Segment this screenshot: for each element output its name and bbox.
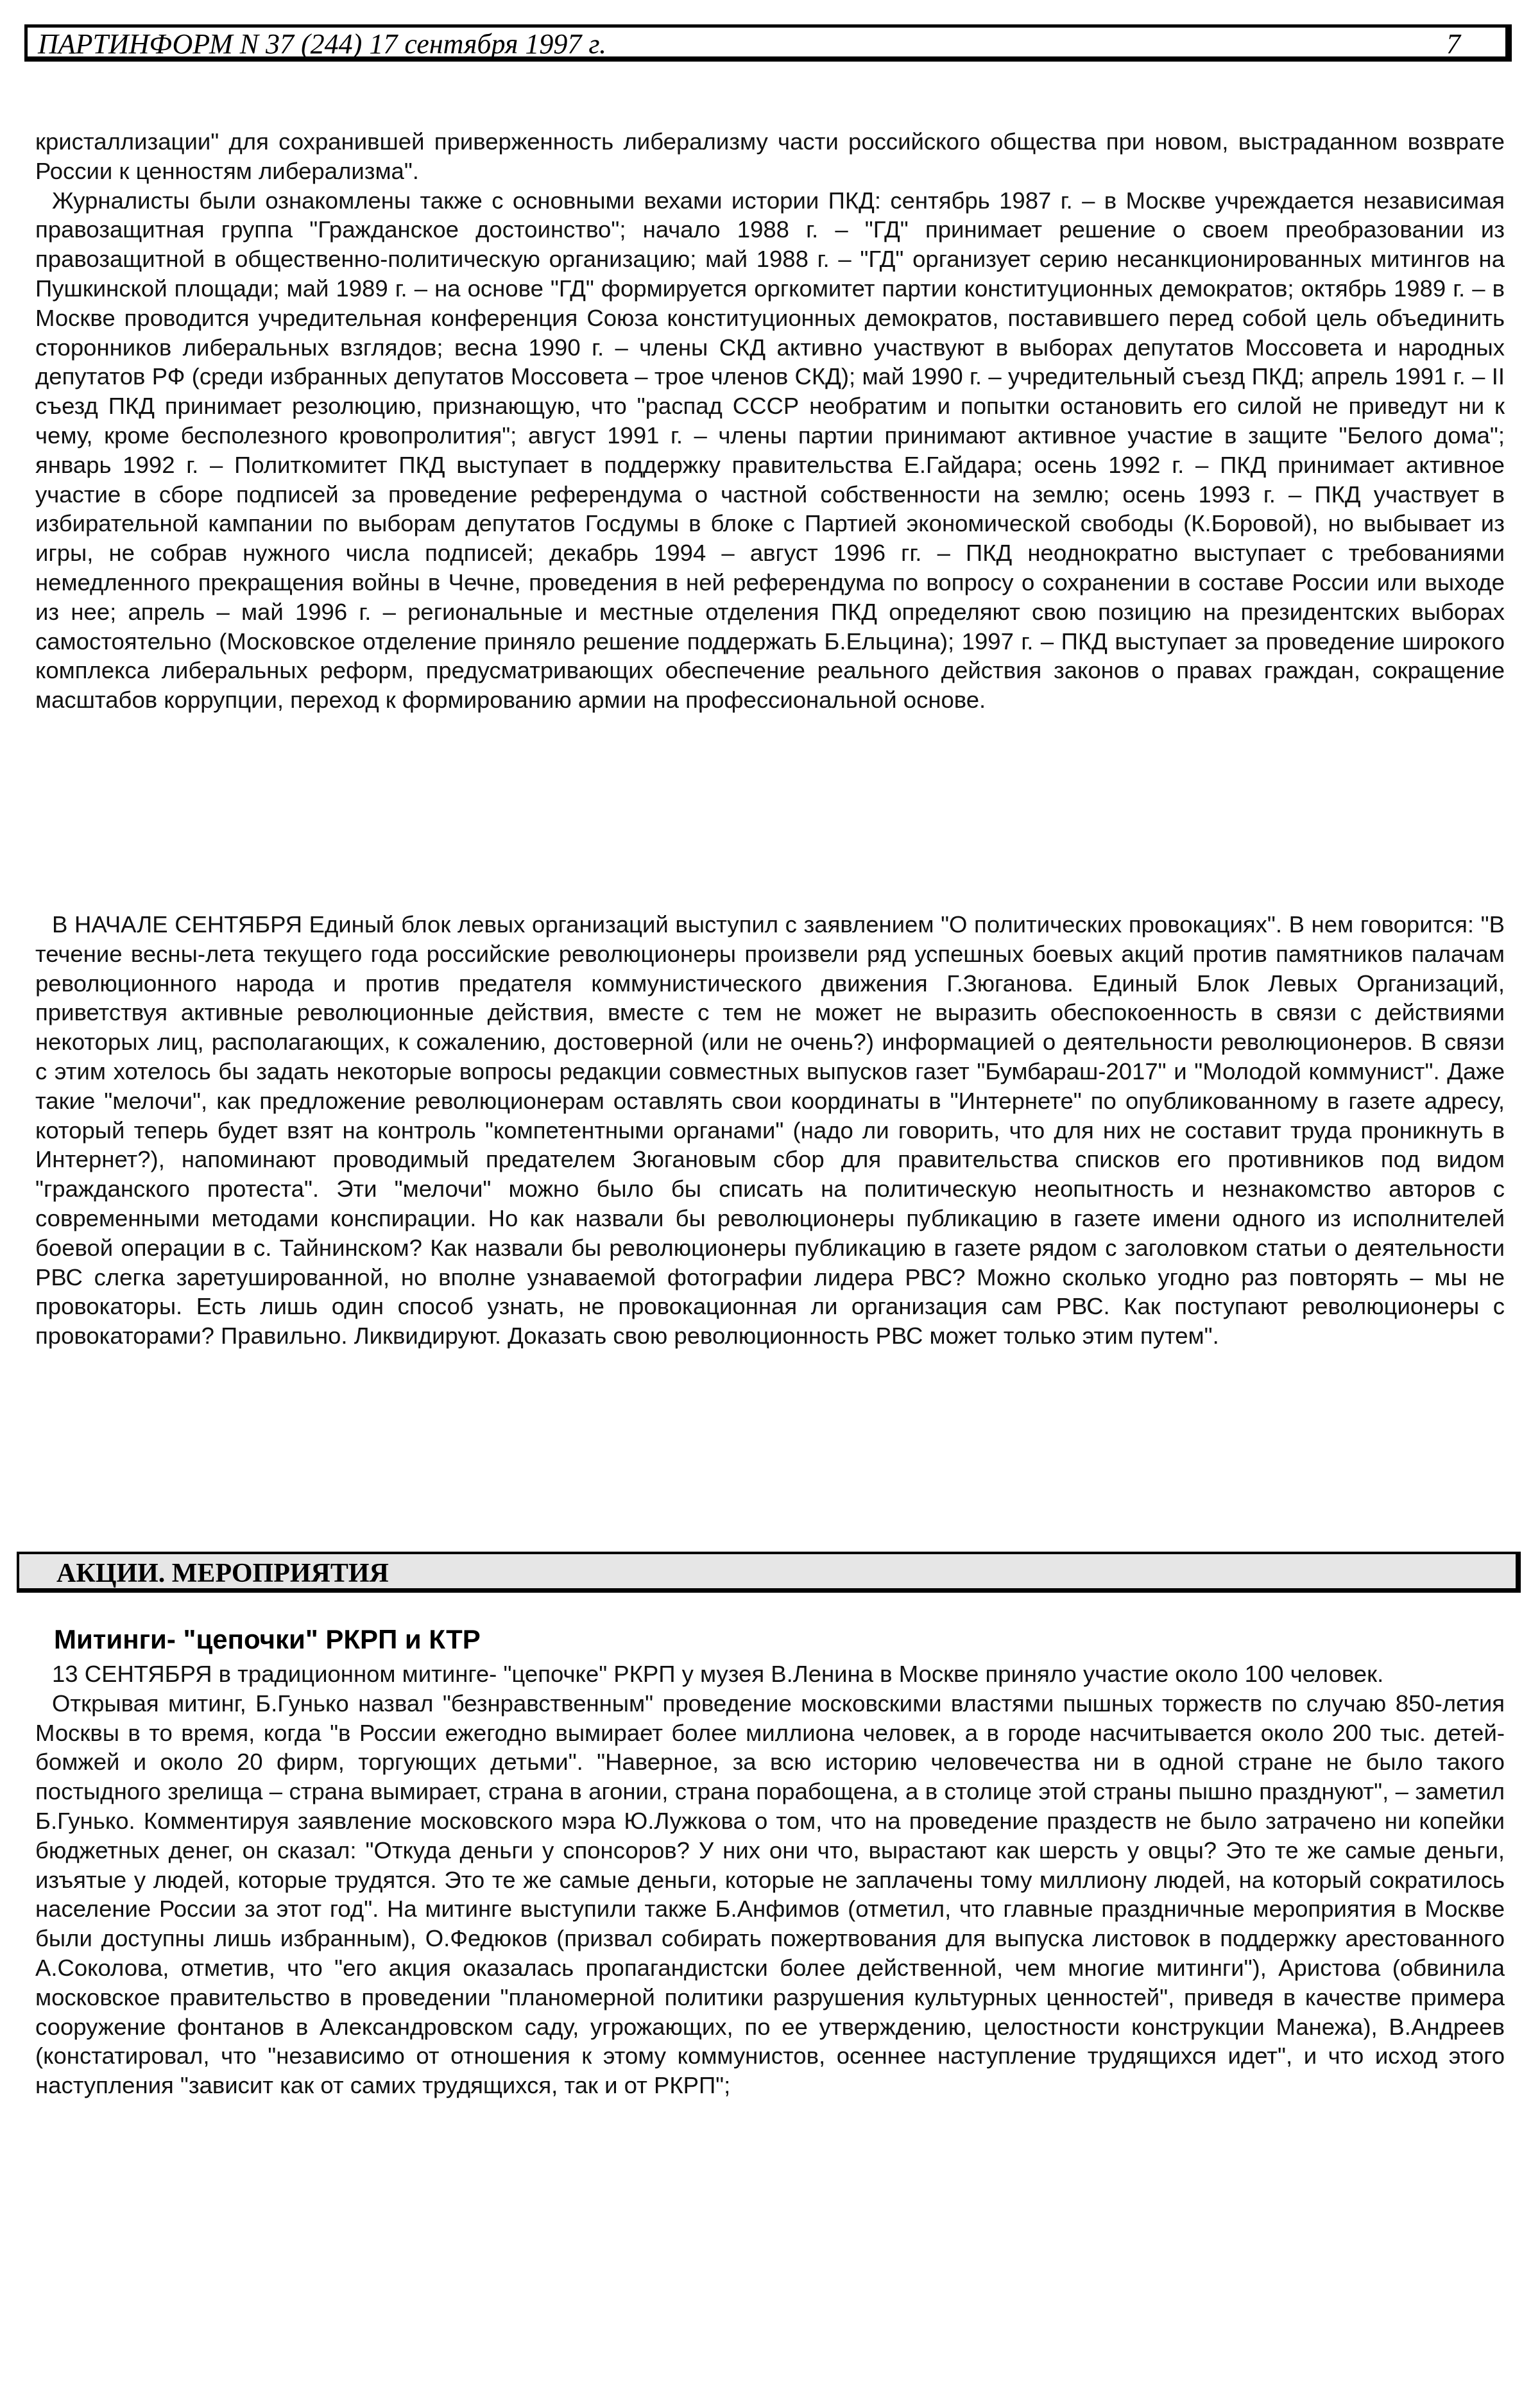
paragraph: Открывая митинг, Б.Гунько назвал "безнравственным" проведение московскими властями пышных торжеств по случаю 850-летия Москвы в то время, когда "в России ежегодно вымирает более миллиона человек, а в городе насчитывается около 200 тыс. детей-бомжей и около 20 фирм, торгующих детьми". "Наверное, за всю историю человечества ни в одной стране не было такого постыдного зрелища – страна вымирает, страна в агонии, страна порабощена, а в столице этой страны пышно празднуют", – заметил Б.Гунько. Комментируя заявление московского мэра Ю.Лужкова о том, что на проведение праздеств не было затрачено ни копейки бюджетных денег, он сказал: "Откуда деньги у спонсоров? У них они что, вырастают как шерсть у овцы? Это те же самые деньги, изъятые у людей, которые трудятся. Это те же самые деньги, которые не заплачены тому миллиону людей, на который сократилось население России за этот год". На митинге выступили также Б.Анфимов (отметил, что главные праздничные мероприятия в Москве были доступны лишь избранным), О.Федюков (призвал собирать пожертвования для выпуска листовок в поддержку арестованного А.Соколова, отметив, что "его акция оказалась пропагандистски более действенной, чем многие митинги"), Аристова (обвинила московское правительство в проведении "планомерной политики разрушения культурных ценностей", приведя в качестве примера сооружение фонтанов в Александровском саду, угрожающих, по ее утверждению, целостности конструкции Манежа), В.Андреев (констатировал, что "независимо от отношения к этому коммунистов, осеннее наступление трудящихся идет", и что исход этого наступления "зависит как от самих трудящихся, так и от РКРП"; [35, 1690, 1505, 2099]
publication-title: ПАРТИНФОРМ N 37 (244) 17 сентября 1997 г. [38, 28, 606, 60]
article-headline: Митинги- "цепочки" РКРП и КТР [54, 1624, 481, 1654]
paragraph: кристаллизации" для сохранившей приверженность либерализму части российского общества при новом, выстраданном возврате России к ценностям либерализма". [35, 128, 1505, 184]
paragraph: 13 СЕНТЯБРЯ в традиционном митинге- "цепочке" РКРП у музея В.Ленина в Москве приняло участие около 100 человек. [52, 1661, 1384, 1687]
article-pkd-history [35, 127, 1505, 715]
article-rallies [35, 1659, 1505, 2100]
section-header [17, 1552, 1521, 1593]
paragraph: Журналисты были ознакомлены также с основными вехами истории ПКД: сентябрь 1987 г. – в Москве учреждается независимая правозащитная группа "Гражданское достоинство"; начало 1988 г. – "ГД" принимает решение о своем преобразовании из правозащитной в общественно-политическую организацию; май 1988 г. – "ГД" организует серию несанкционированных митингов на Пушкинской площади; май 1989 г. – на основе "ГД" формируется оргкомитет партии конституционных демократов; октябрь 1989 г. – в Москве проводится учредительная конференция Союза конституционных демократов, поставившего перед собой цель объединить сторонников либеральных взглядов; весна 1990 г. – члены СКД активно участвуют в выборах депутатов Моссовета и народных депутатов РФ (среди избранных депутатов Моссовета – трое членов СКД); май 1990 г. – учредительный съезд ПКД; апрель 1991 г. – II съезд ПКД принимает резолюцию, признающую, что "распад СССР необратим и попытки остановить его силой не приведут ни к чему, кроме бесполезного кровопролития"; август 1991 г. – члены партии принимают активное участие в защите "Белого дома"; январь 1992 г. – Политкомитет ПКД выступает в поддержку правительства Е.Гайдара; осень 1992 г. – ПКД принимает активное участие в сборе подписей за проведение референдума о частной собственности на землю; осень 1993 г. – ПКД участвует в избирательной кампании по выборам депутатов Госдумы в блоке с Партией экономической свободы (К.Боровой), но выбывает из игры, не собрав нужного числа подписей; декабрь 1994 – август 1996 гг. – ПКД неоднократно выступает с требованиями немедленного прекращения войны в Чечне, проведения в ней референдума по вопросу о сохранении в составе России или выходе из нее; апрель – май 1996 г. – региональные и местные отделения ПКД определяют свою позицию на президентских выборах самостоятельно (Московское отделение приняло решение поддержать Б.Ельцина); 1997 г. – ПКД выступает за проведение широкого комплекса либеральных реформ, предусматривающих обеспечение реального действия законов о правах граждан, сокращение масштабов коррупции, переход к формированию армии на профессиональной основе. [35, 187, 1505, 714]
page-number: 7 [1446, 28, 1460, 60]
section-title: АКЦИИ. МЕРОПРИЯТИЯ [56, 1559, 389, 1588]
paragraph: В НАЧАЛЕ СЕНТЯБРЯ Единый блок левых организаций выступил с заявлением "О политических провокациях". В нем говорится: "В течение весны-лета текущего года российские революционеры произвели ряд успешных боевых акций против памятников палачам революционного народа и против предателя коммунистического движения Г.Зюганова. Единый Блок Левых Организаций, приветствуя активные революционные действия, вместе с тем не может не выразить обеспокоенность в связи с действиями некоторых лиц, располагающих, к сожалению, достоверной (или не очень?) информацией о деятельности революционеров. В связи с этим хотелось бы задать некоторые вопросы редакции совместных выпусков газет "Бумбараш-2017" и "Молодой коммунист". Даже такие "мелочи", как предложение революционерам оставлять свои координаты в "Интернете" по опубликованному в газете адресу, который теперь будет взят на контроль "компетентными органами" (надо ли говорить, что для них не составит труда проникнуть в Интернет?), напоминают проводимый предателем Зюгановым сбор для правительства списков его противников под видом "гражданского протеста". Эти "мелочи" можно было бы списать на политическую неопытность и незнакомство авторов с современными методами конспирации. Но как назвали бы революционеры публикацию в газете имени одного из исполнителей боевой операции в с. Тайнинском? Как назвали бы революционеры публикацию в газете рядом с заголовком статьи о деятельности РВС слегка заретушированной, но вполне узнаваемой фотографии лидера РВС? Можно сколько угодно раз повторять – мы не провокаторы. Есть лишь один способ узнать, не провокационная ли организация сам РВС. Как поступают революционеры с провокаторами? Правильно. Ликвидируют. Доказать свою революционность РВС может только этим путем". [35, 911, 1505, 1350]
article-political-provocations [35, 910, 1505, 1351]
page-header [24, 24, 1512, 62]
